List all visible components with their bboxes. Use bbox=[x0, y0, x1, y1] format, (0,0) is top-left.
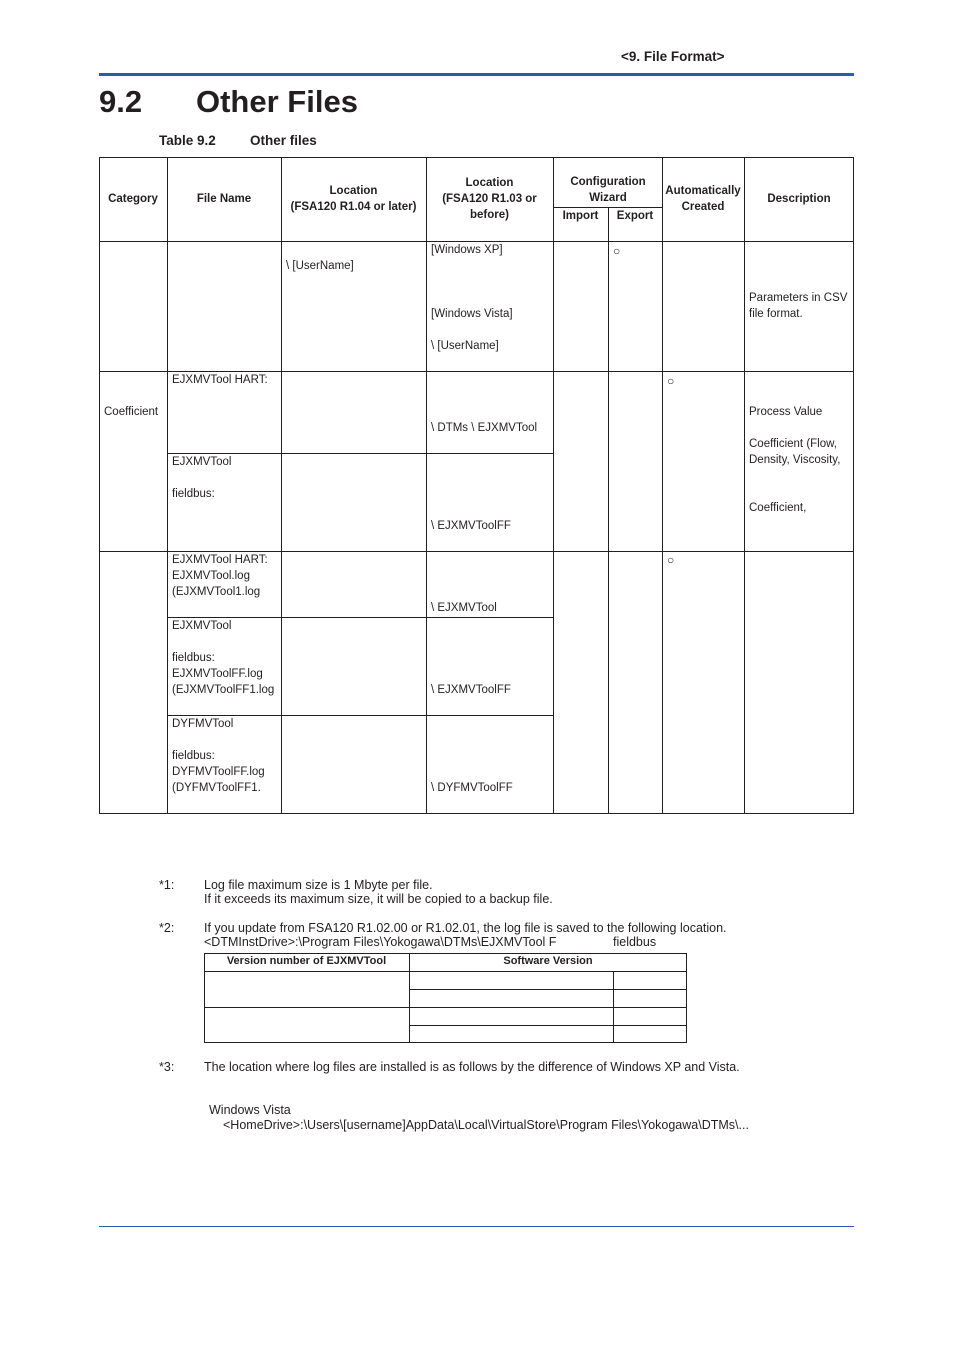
col-header-loc-new: Location bbox=[329, 185, 378, 197]
col-header-category: Category bbox=[108, 193, 158, 205]
header-rule bbox=[99, 73, 854, 76]
footnote-1-mark: *1: bbox=[159, 878, 175, 892]
auto-created-check-icon: ○ bbox=[667, 374, 675, 388]
table-rule bbox=[281, 157, 282, 814]
footnote-2-path: fieldbus bbox=[613, 935, 657, 949]
col-header-auto: Created bbox=[681, 201, 725, 213]
table-rule bbox=[744, 157, 745, 814]
table-rule bbox=[608, 207, 609, 814]
table-rule bbox=[409, 1025, 687, 1026]
section-title: Other Files bbox=[196, 84, 358, 119]
cell-file-name: (EJXMVTool1.log bbox=[172, 586, 261, 598]
table-rule bbox=[553, 157, 554, 814]
col-header-wizard: Configuration bbox=[570, 176, 646, 188]
cell-file-name: fieldbus: bbox=[172, 652, 215, 664]
col-header-file-name: File Name bbox=[196, 193, 252, 205]
cell-file-name: EJXMVToolFF.log bbox=[172, 668, 263, 680]
col-header-export: Export bbox=[616, 210, 654, 222]
cell-loc-old: \ EJXMVToolFF bbox=[431, 520, 511, 532]
footnote-3-text: The location where log files are installed is as follows by the difference of Windows XP and Vista. bbox=[204, 1060, 740, 1074]
footnote-2-text: If you update from FSA120 R1.02.00 or R1.02.01, the log file is saved to the following location. bbox=[204, 921, 727, 935]
cell-file-name: EJXMVTool HART: bbox=[172, 554, 268, 566]
cell-file-name: EJXMVTool bbox=[172, 456, 232, 468]
col-header-loc-new: (FSA120 R1.04 or later) bbox=[290, 201, 417, 213]
footnote-1-text: Log file maximum size is 1 Mbyte per file. bbox=[204, 878, 433, 892]
footnote-1-text: If it exceeds its maximum size, it will be copied to a backup file. bbox=[204, 892, 553, 906]
table-rule bbox=[167, 157, 168, 814]
cell-description: Coefficient (Flow, bbox=[749, 438, 837, 450]
table-rule bbox=[409, 989, 687, 990]
cell-file-name: DYFMVTool bbox=[172, 718, 234, 730]
cell-file-name: (DYFMVToolFF1. bbox=[172, 782, 261, 794]
cell-description: Parameters in CSV bbox=[749, 292, 848, 304]
version-table-header: Software Version bbox=[503, 955, 593, 967]
table-rule bbox=[204, 971, 687, 972]
cell-loc-old: [Windows XP] bbox=[431, 244, 503, 256]
cell-file-name: fieldbus: bbox=[172, 488, 215, 500]
col-header-auto: Automatically bbox=[665, 185, 741, 197]
cell-loc-old: \ EJXMVTool bbox=[431, 602, 497, 614]
footnote-3-mark: *3: bbox=[159, 1060, 175, 1074]
footnote-3-path: <HomeDrive>:\Users\[username]AppData\Local\VirtualStore\Program Files\Yokogawa\DTMs\... bbox=[223, 1118, 749, 1132]
cell-category: Coefficient bbox=[104, 406, 159, 418]
footnote-2-path: <DTMInstDrive>:\Program Files\Yokogawa\DTMs\EJXMVTool F bbox=[204, 935, 557, 949]
table-caption-title: Other files bbox=[250, 133, 317, 148]
auto-created-check-icon: ○ bbox=[667, 553, 675, 567]
cell-description: file format. bbox=[749, 308, 803, 320]
section-number: 9.2 bbox=[99, 84, 143, 119]
chapter-header: <9. File Format> bbox=[621, 49, 725, 64]
col-header-description: Description bbox=[767, 193, 831, 205]
col-header-import: Import bbox=[562, 210, 599, 222]
version-table-header: Version number of EJXMVTool bbox=[226, 955, 387, 967]
col-header-wizard: Wizard bbox=[589, 192, 627, 204]
table-rule bbox=[426, 157, 427, 814]
cell-file-name: DYFMVToolFF.log bbox=[172, 766, 265, 778]
cell-file-name: fieldbus: bbox=[172, 750, 215, 762]
cell-file-name: EJXMVTool bbox=[172, 620, 232, 632]
table-caption-label: Table 9.2 bbox=[159, 133, 216, 148]
cell-loc-old: \ DYFMVToolFF bbox=[431, 782, 513, 794]
col-header-loc-old: before) bbox=[470, 209, 509, 221]
table-rule bbox=[204, 1007, 687, 1008]
cell-description: Process Value bbox=[749, 406, 823, 418]
col-header-loc-old: (FSA120 R1.03 or bbox=[442, 193, 537, 205]
cell-file-name: EJXMVTool.log bbox=[172, 570, 250, 582]
cell-file-name: (EJXMVToolFF1.log bbox=[172, 684, 275, 696]
export-check-icon: ○ bbox=[613, 244, 621, 258]
cell-loc-old: \ EJXMVToolFF bbox=[431, 684, 511, 696]
cell-description: Density, Viscosity, bbox=[749, 454, 841, 466]
footer-rule bbox=[99, 1226, 854, 1227]
cell-loc-new: \ [UserName] bbox=[286, 260, 354, 272]
footnote-3-os: Windows Vista bbox=[209, 1103, 291, 1117]
cell-loc-old: \ DTMs \ EJXMVTool bbox=[431, 422, 538, 434]
col-header-loc-old: Location bbox=[465, 177, 514, 189]
cell-loc-old: [Windows Vista] bbox=[431, 308, 513, 320]
cell-loc-old: \ [UserName] bbox=[431, 340, 499, 352]
table-rule bbox=[662, 157, 663, 814]
cell-file-name: EJXMVTool HART: bbox=[172, 374, 268, 386]
footnote-2-mark: *2: bbox=[159, 921, 175, 935]
cell-description: Coefficient, bbox=[749, 502, 807, 514]
